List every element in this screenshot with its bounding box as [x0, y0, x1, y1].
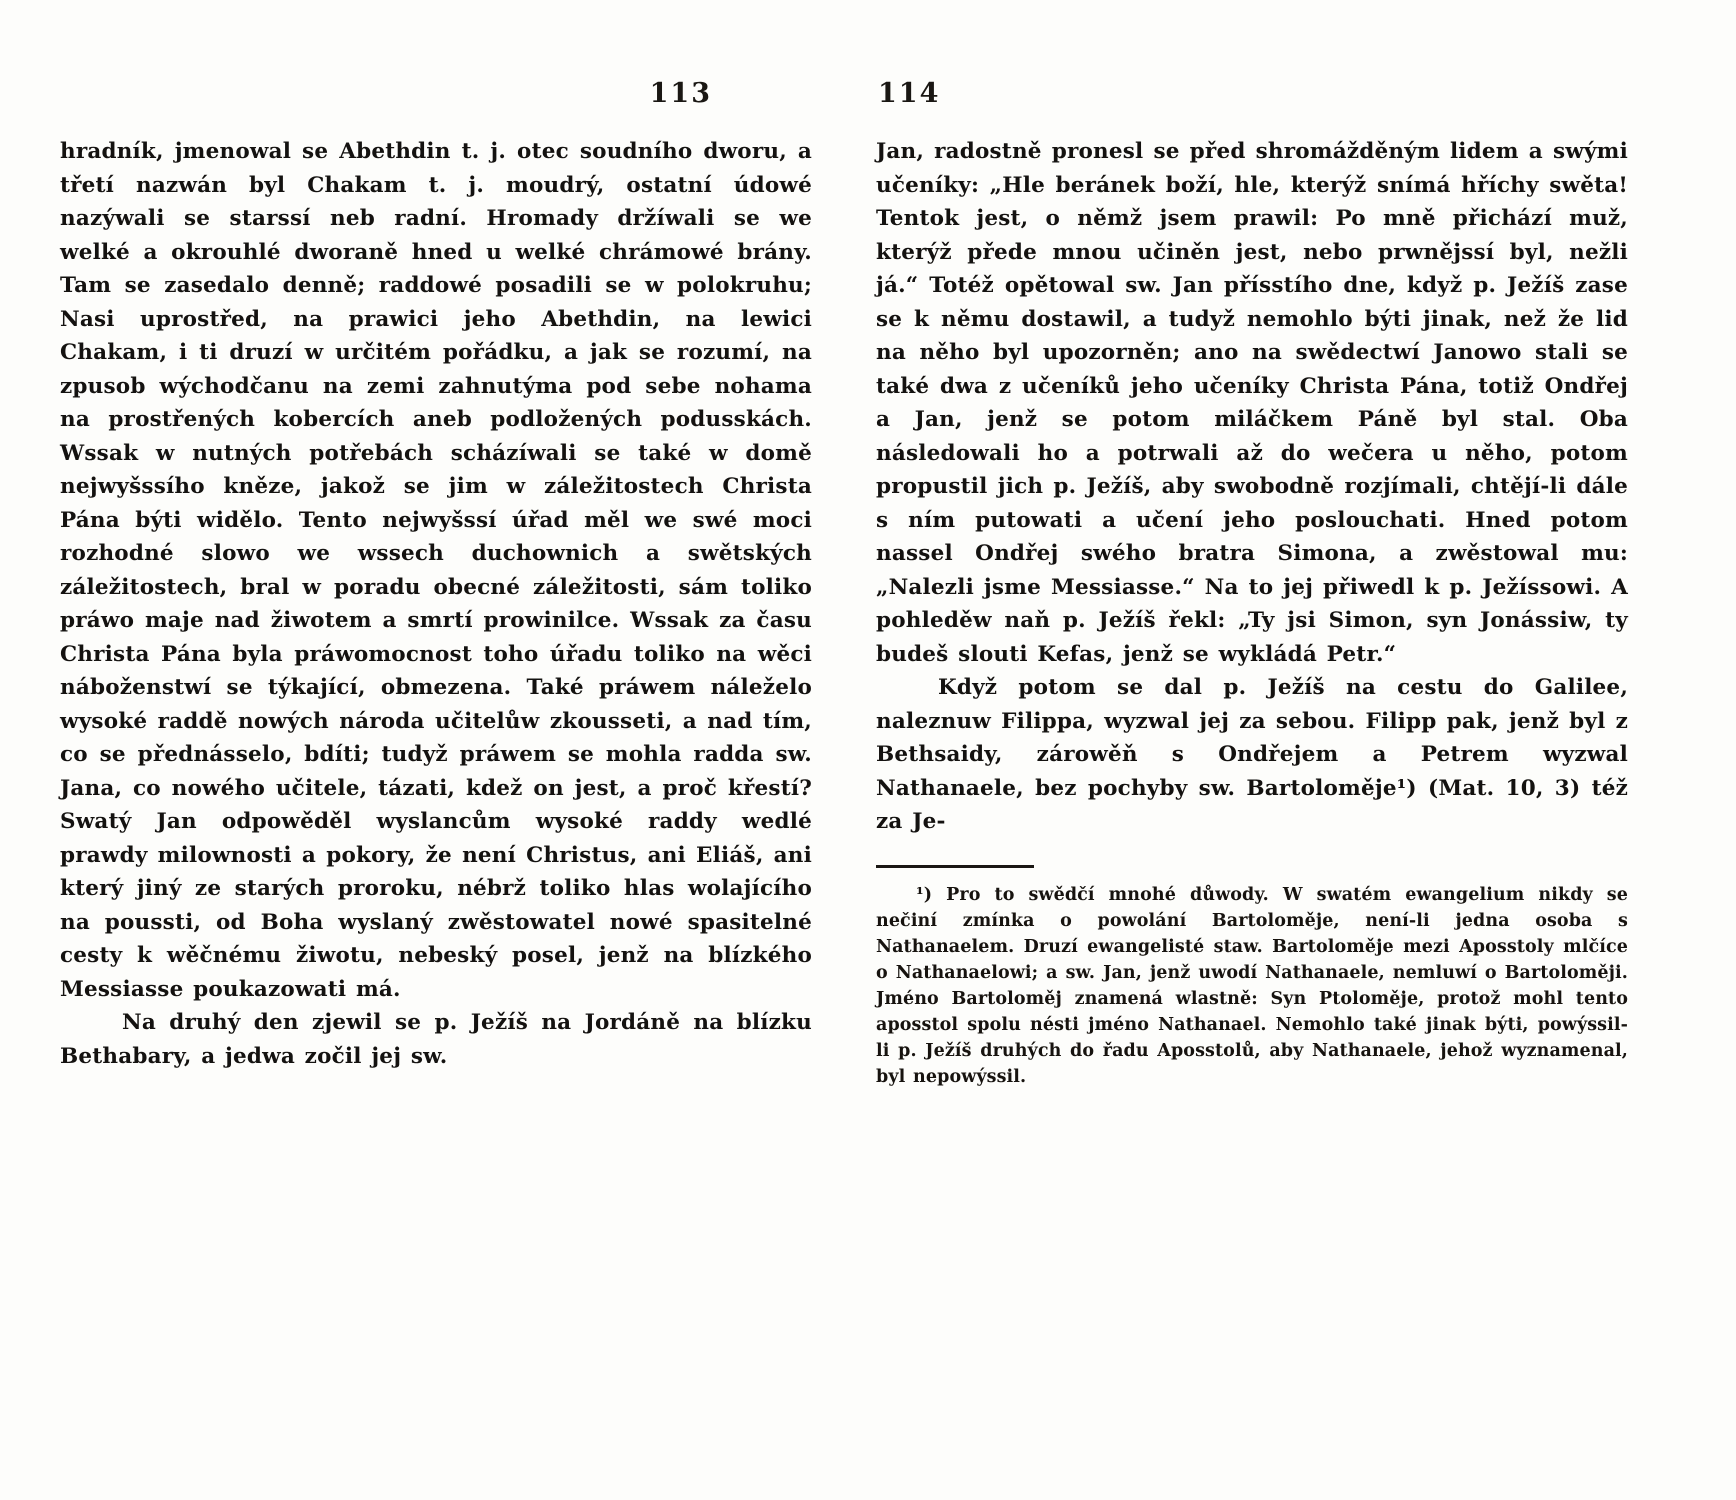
paragraph: Když potom se dal p. Ježíš na cestu do Galilee, naleznuw Filippa, wyzwal jej za sebou. Filipp pak, jenž byl z Bethsaidy, zárowěň s Ondřejem a Petrem wyzwal Nathanaele, bez pochyby sw. Bartoloměje¹) (Mat. 10, 3) též za Je-: [876, 675, 1628, 834]
footnote-separator-rule: [876, 865, 1034, 868]
paragraph: Na druhý den zjewil se p. Ježíš na Jordáně na blízku Bethabary, a jedwa zočil jej sw.: [60, 1010, 812, 1069]
left-page-text: [60, 135, 812, 1073]
page-number-left: 113: [649, 78, 712, 109]
footnote: ¹) Pro to swědčí mnohé důwody. W swatém ewangelium nikdy se nečiní zmínka o powolání Bartoloměje, není-li jedna osoba s Nathanaelem. Druzí ewangelisté staw. Bartoloměje mezi Aposstoly mlčíce o Nathanaelowi; a sw. Jan, jenž uwodí Nathanaele, nemluwí o Bartoloměji. Jméno Bartoloměj znamená wlastně: Syn Ptoloměje, protož mohl tento aposstol spolu nésti jméno Nathanael. Nemohlo také jinak býti, powýssil-li p. Ježíš druhých do řadu Aposstolů, aby Nathanaele, jehož wyznamenal, byl nepowýssil.: [876, 884, 1628, 1087]
paragraph: Jan, radostně pronesl se před shromážděným lidem a swými učeníky: „Hle beránek boží, hle, kterýž snímá hříchy swěta! Tentok jest, o němž jsem prawil: Po mně přichází muž, kterýž přede mnou učiněn jest, nebo prwnějssí byl, nežli já.“ Totéž opětowal sw. Jan přísstího dne, když p. Ježíš zase se k němu dostawil, a tudyž nemohlo býti jinak, než že lid na něho byl upozorněn; ano na swědectwí Janowo stali se také dwa z učeníků jeho učeníky Christa Pána, totiž Ondřej a Jan, jenž se potom miláčkem Páně byl stal. Oba následowali ho a potrwali až do wečera u něho, potom propustil jich p. Ježíš, aby swobodně rozjímali, chtějí-li dále s ním putowati a učení jeho poslouchati. Hned potom nassel Ondřej swého bratra Simona, a zwěstowal mu: „Nalezli jsme Messiasse.“ Na to jej přiwedl k p. Ježíssowi. A pohleděw naň p. Ježíš řekl: „Ty jsi Simon, syn Jonássiw, ty budeš slouti Kefas, jenž se wykládá Petr.“: [876, 139, 1628, 667]
left-page: [60, 78, 812, 1073]
paragraph: hradník, jmenowal se Abethdin t. j. otec soudního dworu, a třetí nazwán byl Chakam t. j. moudrý, ostatní údowé nazýwali se starssí neb radní. Hromady držíwali se we welké a okrouhlé dworaně hned u welké chrámowé brány. Tam se zasedalo denně; raddowé posadili se w polokruhu; Nasi uprostřed, na prawici jeho Abethdin, na lewici Chakam, i ti druzí w určitém pořádku, a jak se rozumí, na zpusob wýchodčanu na zemi zahnutýma pod sebe nohama na prostřených kobercích aneb podložených podusskách. Wssak w nutných potřebách scházíwali se také w domě nejwyšssího kněze, jakož se jim w záležitostech Christa Pána býti widělo. Tento nejwyšssí úřad měl we swé moci rozhodné slowo we wssech duchownich a swětských záležitostech, bral w poradu obecné záležitosti, sám toliko práwo maje nad žiwotem a smrtí prowinilce. Wssak za času Christa Pána byla práwomocnost toho úřadu toliko na wěci náboženstwí se týkající, obmezena. Také práwem náleželo wysoké raddě nowých národa učitelůw zkousseti, a nad tím, co se přednásselo, bdíti; tudyž práwem se mohla radda sw. Jana, co nowého učitele, tázati, kdež on jest, a proč křestí? Swatý Jan odpowěděl wyslancům wysoké raddy wedlé prawdy milownosti a pokory, že není Christus, ani Eliáš, ani který jiný ze starých proroku, nébrž toliko hlas wolajícího na poussti, od Boha wyslaný zwěstowatel nowé spasitelné cesty k wěčnému žiwotu, nebeský posel, jenž na blízkého Messiasse poukazowati má.: [60, 139, 812, 1002]
right-page-text: [876, 135, 1628, 839]
page-number-right: 114: [878, 78, 941, 109]
right-page: [876, 78, 1628, 1090]
